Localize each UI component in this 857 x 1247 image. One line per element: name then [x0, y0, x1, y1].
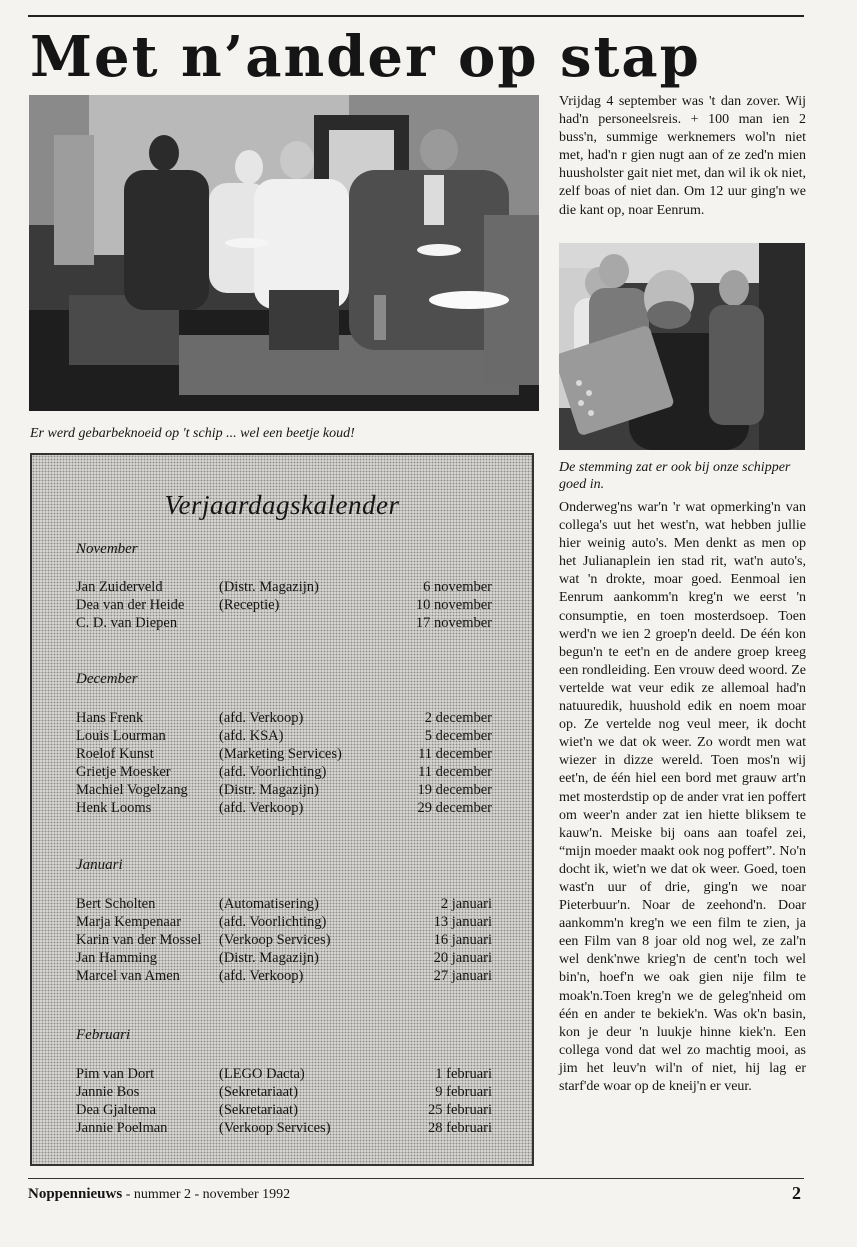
issue-info: - nummer 2 - november 1992 [125, 1187, 291, 1202]
photo-caption-barbecue: Er werd gebarbeknoeid op 't schip ... wel een beetje koud! [30, 426, 355, 441]
calendar-date: 16 januari [433, 932, 492, 948]
month-heading: Januari [76, 857, 123, 873]
calendar-name: Louis Lourman [76, 728, 166, 744]
calendar-department: (Receptie) [219, 597, 280, 613]
calendar-date: 25 februari [427, 1102, 492, 1118]
calendar-department: (afd. KSA) [219, 728, 284, 744]
calendar-department: (Sekretariaat) [219, 1084, 298, 1100]
month-heading: December [76, 671, 138, 687]
calendar-department: (Distr. Magazijn) [219, 950, 319, 966]
calendar-date: 17 november [415, 615, 492, 631]
article-body: Onderweg'ns war'n 'r wat opmerking'n van collega's uut het west'n, wat hebben jullie hier weinig auto's. Men denkt as men op het Julianaplein ien stad rit, wat'n auto's, wat 'n drokte, moar goed. Eenmoal ien Eenrum aankomm'n kreg'n we eerst 'n consumptie, en toen mosterdsoep. Toen werd'n we ien 2 groep'n deeld. De één kon begun'n te eet'n en de andere groep kreeg een rondleiding. Een vrouw deed woord. Ze vertelde wat veur edik ze allemoal had'n natuuredik, huushold edik en noem moar op. Ze vertelde nog veul meer, ik docht wiet'n we dat ok weer. Zo wordt men wat wiezer in dizze wereld. Toen mos'n wij eet'n, de één hiel een bord met grauw art'n met mosterdstip op de ander vrat ien poffert om weer'n ander zat ien hiette bliksem te kauw'n. Meiske bij oans aan toafel zei, “mijn moeder maakt ook nog poffert”. No'n docht ik, wiet'n we dat ok weer. Goed, toen wast'n uur of drie, ging'n we noar Pieterbuur'n. Noar de zeehond'n. Doar aankomm'n kreg'n we een film te zien, ja een Film van 8 joar old nog wel, ze zal'n wel denk'nwe krieg'n de cent'n toch wel bin'n, hoef'n we oak gien nije film te moak'n.Toen kreg'n we de geleg'nheid om één en ander te bekiek'n. Was ok'n basin, kon je deur 'n luukje hinne kiek'n. Een collega vond dat wel zo machtig mooi, as jim het leuv'n wil'n of niet, hij lag er starf'de woar op de kneij'n er veur. [559, 500, 806, 1094]
article-intro: Vrijdag 4 september was 't dan zover. Wij had'n personeelsreis. + 100 man ien 2 buss'n, summige werknemers wol'n niet met, had'n r gien nugt aan of ze zed'n mien huusholster gait niet met, dan wil ik ok niet, zelf boas of niet dan. Om 12 uur ging'n we die kant op, noar Eenrum. [559, 94, 806, 218]
calendar-department: (Distr. Magazijn) [219, 579, 319, 595]
footer [28, 1186, 290, 1203]
calendar-name: Henk Looms [76, 800, 152, 816]
calendar-name: Marja Kempenaar [76, 914, 182, 930]
calendar-title: Verjaardagskalender [164, 490, 400, 520]
bottom-rule [28, 1178, 804, 1179]
calendar-date: 19 december [417, 782, 492, 798]
calendar-name: Dea Gjaltema [76, 1102, 157, 1118]
calendar-department: (Automatisering) [219, 896, 319, 912]
calendar-name: Machiel Vogelzang [76, 782, 188, 798]
calendar-date: 11 december [418, 764, 492, 780]
calendar-name: Jan Hamming [76, 950, 157, 966]
calendar-name: Pim van Dort [76, 1066, 155, 1082]
calendar-name: Marcel van Amen [76, 968, 180, 984]
calendar-department: (afd. Verkoop) [219, 800, 304, 816]
calendar-name: Karin van der Mossel [76, 932, 202, 948]
publication-name: Noppennieuws [28, 1186, 123, 1202]
calendar-date: 20 januari [433, 950, 492, 966]
page-number: 2 [792, 1183, 801, 1203]
calendar-department: (LEGO Dacta) [219, 1066, 305, 1082]
calendar-date: 28 februari [427, 1120, 492, 1136]
calendar-date: 11 december [418, 746, 492, 762]
calendar-name: Dea van der Heide [76, 597, 185, 613]
calendar-name: C. D. van Diepen [76, 615, 178, 631]
calendar-department: (Verkoop Services) [219, 932, 331, 948]
calendar-name: Roelof Kunst [76, 746, 154, 762]
calendar-department: (afd. Voorlichting) [219, 914, 327, 930]
calendar-department: (afd. Voorlichting) [219, 764, 327, 780]
calendar-department: (Verkoop Services) [219, 1120, 331, 1136]
calendar-date: 9 februari [435, 1084, 492, 1100]
calendar-name: Bert Scholten [76, 896, 156, 912]
top-rule [28, 15, 804, 17]
calendar-date: 1 februari [435, 1066, 492, 1082]
calendar-date: 29 december [417, 800, 492, 816]
calendar-date: 5 december [424, 728, 492, 744]
barbecue-photo [29, 95, 539, 411]
calendar-department: (afd. Verkoop) [219, 710, 304, 726]
calendar-name: Grietje Moesker [76, 764, 171, 780]
calendar-name: Hans Frenk [76, 710, 144, 726]
page-title: Met n’ander op stap [30, 24, 701, 90]
calendar-name: Jannie Poelman [76, 1120, 168, 1136]
calendar-date: 2 december [424, 710, 492, 726]
calendar-date: 10 november [415, 597, 492, 613]
month-heading: Februari [76, 1027, 131, 1043]
calendar-date: 27 januari [433, 968, 492, 984]
calendar-date: 13 januari [433, 914, 492, 930]
accordion-photo [559, 243, 805, 450]
calendar-name: Jannie Bos [76, 1084, 140, 1100]
birthday-calendar [30, 453, 534, 1166]
calendar-date: 2 januari [440, 896, 492, 912]
month-heading: November [76, 541, 138, 557]
photo-caption-accordion: De stemming zat er ook bij onze schipper goed in. [559, 460, 791, 492]
calendar-department: (Distr. Magazijn) [219, 782, 319, 798]
calendar-date: 6 november [423, 579, 492, 595]
calendar-department: (Marketing Services) [219, 746, 342, 762]
calendar-department: (Sekretariaat) [219, 1102, 298, 1118]
calendar-department: (afd. Verkoop) [219, 968, 304, 984]
calendar-name: Jan Zuiderveld [76, 579, 163, 595]
